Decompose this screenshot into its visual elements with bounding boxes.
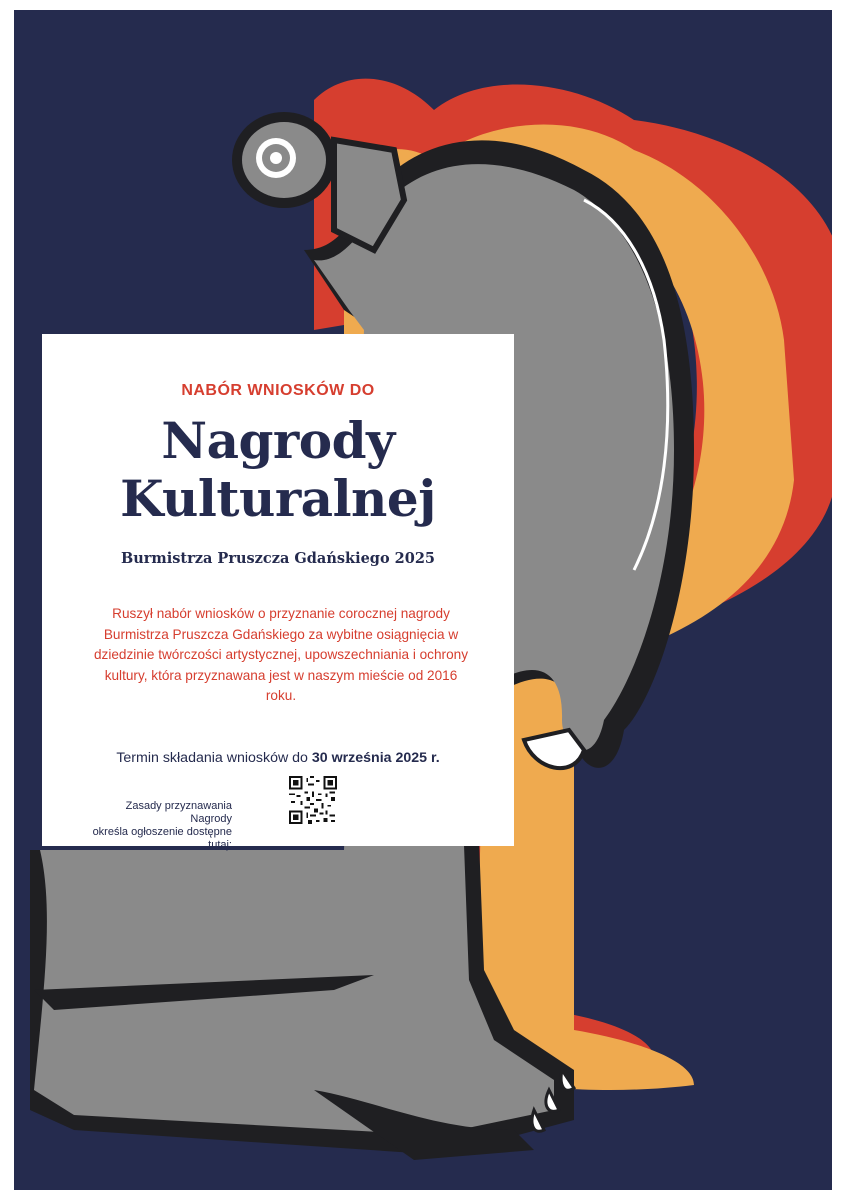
info-card <box>42 334 514 851</box>
deadline-prefix: Termin składania wniosków do <box>116 750 312 766</box>
subtitle: Burmistrza Pruszcza Gdańskiego 2025 <box>120 550 436 567</box>
deadline-date: 30 września 2025 r. <box>311 750 440 766</box>
description-paragraph: Ruszył nabór wniosków o przyznanie corocznej nagrody Burmistrza Pruszcza Gdańskiego za wybitne osiągnięcia w dziedzinie twórczości artystycznej, upowszechniania i ochrony kultury, która przyznawana jest w naszym mieście od 2016 roku. <box>93 606 468 703</box>
qr-code-icon[interactable] <box>289 776 337 824</box>
kicker-heading: NABÓR WNIOSKÓW DO <box>181 382 375 399</box>
page-title <box>42 412 514 528</box>
poster <box>14 10 832 1190</box>
rules-text <box>92 800 232 852</box>
deadline-text <box>42 750 514 766</box>
rules-line-2: określa ogłoszenie dostępne tutaj: <box>92 826 232 851</box>
title-line-1: Nagrody <box>161 411 395 470</box>
rules-line-1: Zasady przyznawania Nagrody <box>125 800 232 825</box>
title-line-2: Kulturalnej <box>120 469 436 528</box>
